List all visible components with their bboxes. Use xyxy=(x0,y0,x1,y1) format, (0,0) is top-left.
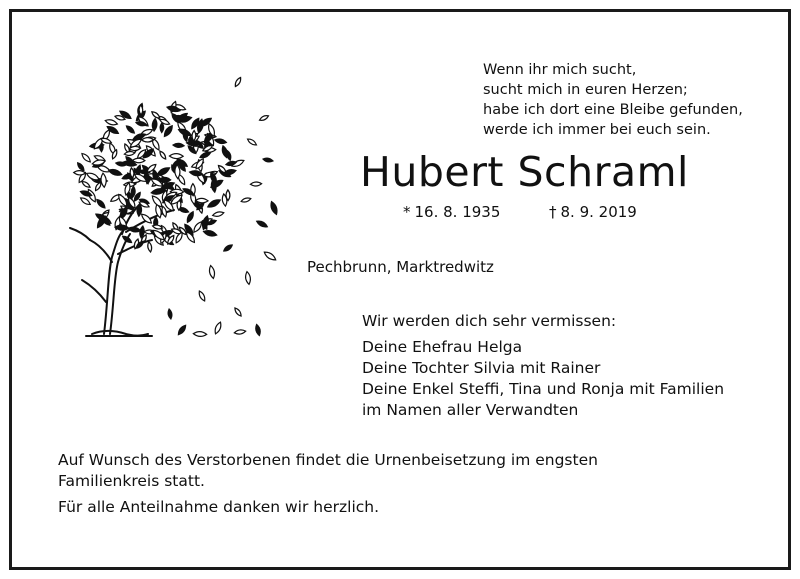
leaf-shape xyxy=(167,309,172,320)
mourners-intro: Wir werden dich sehr vermissen: xyxy=(362,312,617,330)
leaf-shape xyxy=(250,182,262,187)
birth-symbol: * xyxy=(403,203,411,221)
leaf-shape xyxy=(169,154,183,159)
leaf-shape xyxy=(92,159,106,166)
leaf-shape xyxy=(135,164,142,175)
death-cross-symbol: † xyxy=(549,203,557,221)
windblown-tree-illustration xyxy=(52,72,282,347)
funeral-info xyxy=(58,450,748,492)
poem-line: werde ich immer bei euch sein. xyxy=(483,122,711,138)
mourner-line: im Namen aller Verwandten xyxy=(362,401,579,419)
leaf-shape xyxy=(214,138,226,145)
death-date-value: 8. 9. 2019 xyxy=(560,203,637,221)
birth-date xyxy=(403,202,500,222)
leaf-shape xyxy=(263,157,274,163)
leaf-shape xyxy=(147,241,152,252)
leaf-shape xyxy=(203,229,217,237)
leaf-shape xyxy=(241,197,252,203)
leaf-shape xyxy=(208,265,215,279)
mourner-line: Deine Tochter Silvia mit Rainer xyxy=(362,359,601,377)
leaf-shape xyxy=(108,168,123,177)
leaf-shape xyxy=(192,220,203,233)
leaf-shape xyxy=(95,198,106,209)
mourner-line: Deine Ehefrau Helga xyxy=(362,338,523,356)
death-date xyxy=(549,202,637,222)
leaf-shape xyxy=(226,190,230,201)
leaf-shape xyxy=(158,150,167,160)
leaf-shape xyxy=(259,114,270,122)
leaf-shape xyxy=(125,124,136,134)
thanks-line: Für alle Anteilnahme danken wir herzlich. xyxy=(58,498,380,516)
leaf-shape xyxy=(100,173,106,188)
poem-line: Wenn ihr mich sucht, xyxy=(483,62,637,78)
leaf-shape xyxy=(245,271,252,284)
leaf-shape xyxy=(198,290,207,302)
leaf-shape xyxy=(246,137,257,146)
leaf-shape xyxy=(161,206,168,218)
memorial-poem xyxy=(483,60,783,140)
leaf-shape xyxy=(234,77,242,88)
leaf-shape xyxy=(151,110,161,119)
leaf-shape xyxy=(256,219,269,228)
leaf-shape xyxy=(207,198,222,209)
leaf-shape xyxy=(153,188,164,195)
leaf-shape xyxy=(177,324,188,336)
leaf-shape xyxy=(223,244,234,253)
leaf-shape xyxy=(122,235,133,244)
leaf-shape xyxy=(132,158,144,163)
funeral-info-line: Auf Wunsch des Verstorbenen findet die Urnenbeisetzung im engsten xyxy=(58,451,598,469)
leaf-shape xyxy=(193,331,207,336)
leaf-shape xyxy=(212,211,224,218)
mourners-block xyxy=(362,311,724,421)
mourner-line: Deine Enkel Steffi, Tina und Ronja mit Familien xyxy=(362,380,725,398)
leaf-shape xyxy=(160,123,164,133)
leaf-shape xyxy=(173,143,184,148)
leaf-shape xyxy=(255,324,262,336)
poem-line: habe ich dort eine Bleibe gefunden, xyxy=(483,102,743,118)
funeral-info-line: Familienkreis statt. xyxy=(58,472,205,490)
deceased-name: Hubert Schraml xyxy=(360,148,689,196)
foliage-crown xyxy=(74,101,245,253)
leaf-shape xyxy=(105,118,118,126)
leaf-shape xyxy=(81,180,91,189)
leaf-shape xyxy=(269,201,279,216)
funeral-notice xyxy=(58,450,748,518)
poem-line: sucht mich in euren Herzen; xyxy=(483,82,688,98)
leaf-shape xyxy=(80,152,91,163)
leaf-shape xyxy=(233,307,242,317)
leaf-shape xyxy=(128,226,141,233)
leaf-shape xyxy=(124,151,135,156)
leaf-shape xyxy=(221,145,229,158)
leaf-shape xyxy=(234,329,246,335)
leaf-shape xyxy=(263,250,277,262)
birth-date-value: 16. 8. 1935 xyxy=(414,203,501,221)
place-of-residence: Pechbrunn, Marktredwitz xyxy=(307,258,494,276)
leaf-shape xyxy=(213,321,222,334)
